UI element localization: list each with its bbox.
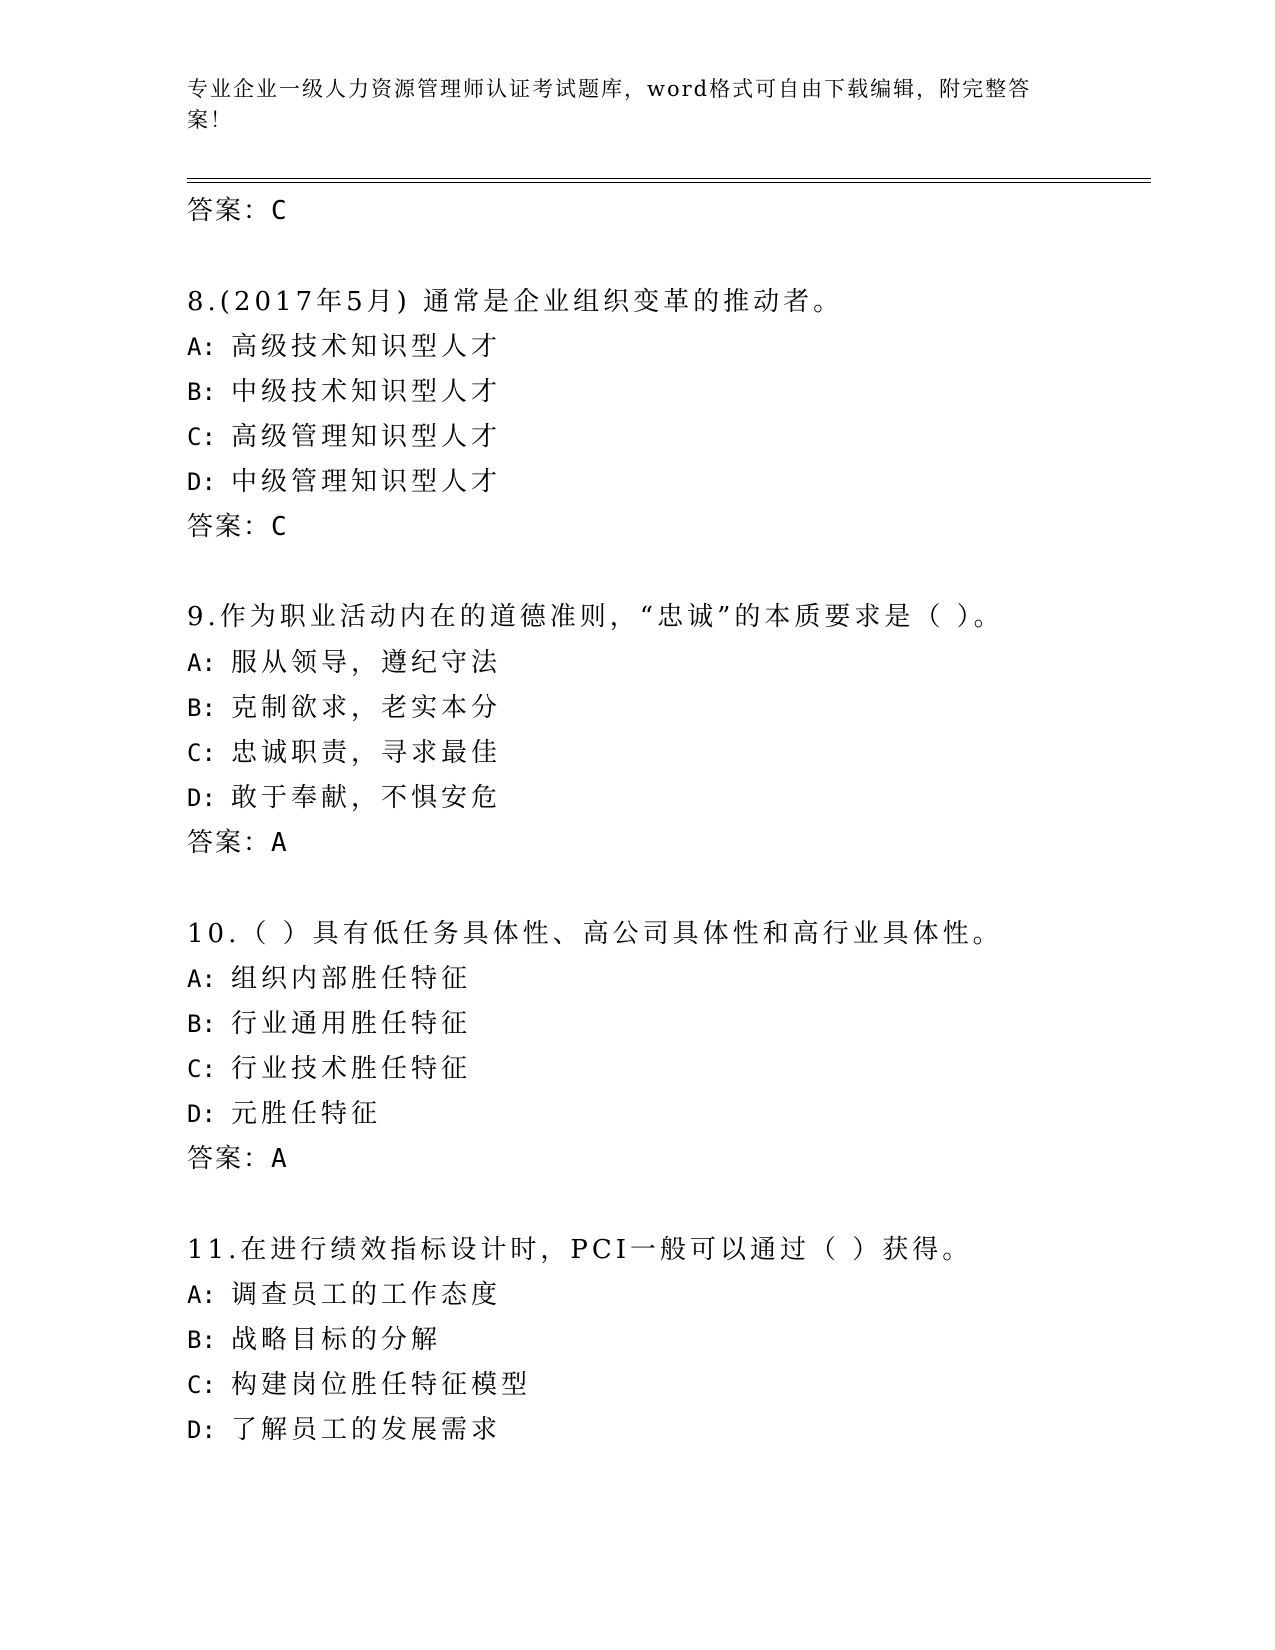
- answer-label: 答案：: [187, 512, 272, 542]
- option-a: [187, 962, 471, 996]
- answer-line: [187, 1142, 289, 1176]
- header-divider-top: [187, 178, 1151, 179]
- option-a: [187, 646, 501, 680]
- option-letter: D:: [187, 784, 216, 812]
- option-letter: D:: [187, 468, 216, 496]
- option-letter: A:: [187, 649, 216, 677]
- option-text: 克制欲求，老实本分: [231, 693, 502, 723]
- option-a: [187, 330, 501, 364]
- option-c: [187, 736, 501, 770]
- answer-line: [187, 510, 289, 544]
- option-text: 服从领导，遵纪守法: [231, 648, 502, 678]
- option-letter: C:: [187, 739, 216, 767]
- option-text: 组织内部胜任特征: [231, 964, 472, 994]
- option-d: [187, 465, 501, 499]
- option-letter: C:: [187, 423, 216, 451]
- answer-label: 答案：: [187, 828, 272, 858]
- option-letter: C:: [187, 1371, 216, 1399]
- option-letter: B:: [187, 1326, 216, 1354]
- answer-line: [187, 194, 289, 228]
- document-header: 专业企业一级人力资源管理师认证考试题库，word格式可自由下载编辑，附完整答案！: [187, 77, 1032, 132]
- option-d: [187, 781, 501, 815]
- option-c: [187, 1368, 531, 1402]
- option-b: [187, 1323, 441, 1357]
- option-c: [187, 1052, 471, 1086]
- option-text: 构建岗位胜任特征模型: [231, 1370, 532, 1400]
- option-letter: A:: [187, 1281, 216, 1309]
- option-b: [187, 1007, 471, 1041]
- option-text: 元胜任特征: [231, 1099, 382, 1129]
- option-text: 中级技术知识型人才: [231, 377, 502, 407]
- option-letter: B:: [187, 694, 216, 722]
- option-text: 高级技术知识型人才: [231, 332, 502, 362]
- question-text: 11.在进行绩效指标设计时，PCI一般可以通过（ ）获得。: [187, 1235, 973, 1265]
- option-letter: C:: [187, 1055, 216, 1083]
- answer-label: 答案：: [187, 196, 272, 226]
- answer-value: A: [271, 828, 289, 858]
- option-a: [187, 1278, 501, 1312]
- option-letter: D:: [187, 1100, 216, 1128]
- option-text: 行业通用胜任特征: [231, 1009, 472, 1039]
- option-c: [187, 420, 501, 454]
- option-text: 敢于奉献，不惧安危: [231, 783, 502, 813]
- question-text: 9.作为职业活动内在的道德准则，“忠诚”的本质要求是（ ）。: [187, 602, 1004, 632]
- option-d: [187, 1097, 381, 1131]
- answer-label: 答案：: [187, 1144, 272, 1174]
- option-letter: A:: [187, 333, 216, 361]
- option-letter: B:: [187, 1010, 216, 1038]
- answer-value: A: [271, 1144, 289, 1174]
- option-text: 了解员工的发展需求: [231, 1415, 502, 1445]
- question-text: 10.（ ）具有低任务具体性、高公司具体性和高行业具体性。: [187, 919, 1003, 949]
- answer-value: C: [271, 196, 289, 226]
- option-letter: B:: [187, 378, 216, 406]
- option-text: 战略目标的分解: [231, 1325, 442, 1355]
- option-text: 高级管理知识型人才: [231, 422, 502, 452]
- option-text: 调查员工的工作态度: [231, 1280, 502, 1310]
- question-text: 8.(2017年5月) 通常是企业组织变革的推动者。: [187, 287, 844, 317]
- option-text: 忠诚职责，寻求最佳: [231, 738, 502, 768]
- option-d: [187, 1413, 501, 1447]
- option-text: 行业技术胜任特征: [231, 1054, 472, 1084]
- option-letter: D:: [187, 1416, 216, 1444]
- answer-line: [187, 826, 289, 860]
- option-b: [187, 691, 501, 725]
- option-b: [187, 375, 501, 409]
- option-text: 中级管理知识型人才: [231, 467, 502, 497]
- option-letter: A:: [187, 965, 216, 993]
- header-divider-bottom: [187, 182, 1151, 183]
- answer-value: C: [271, 512, 289, 542]
